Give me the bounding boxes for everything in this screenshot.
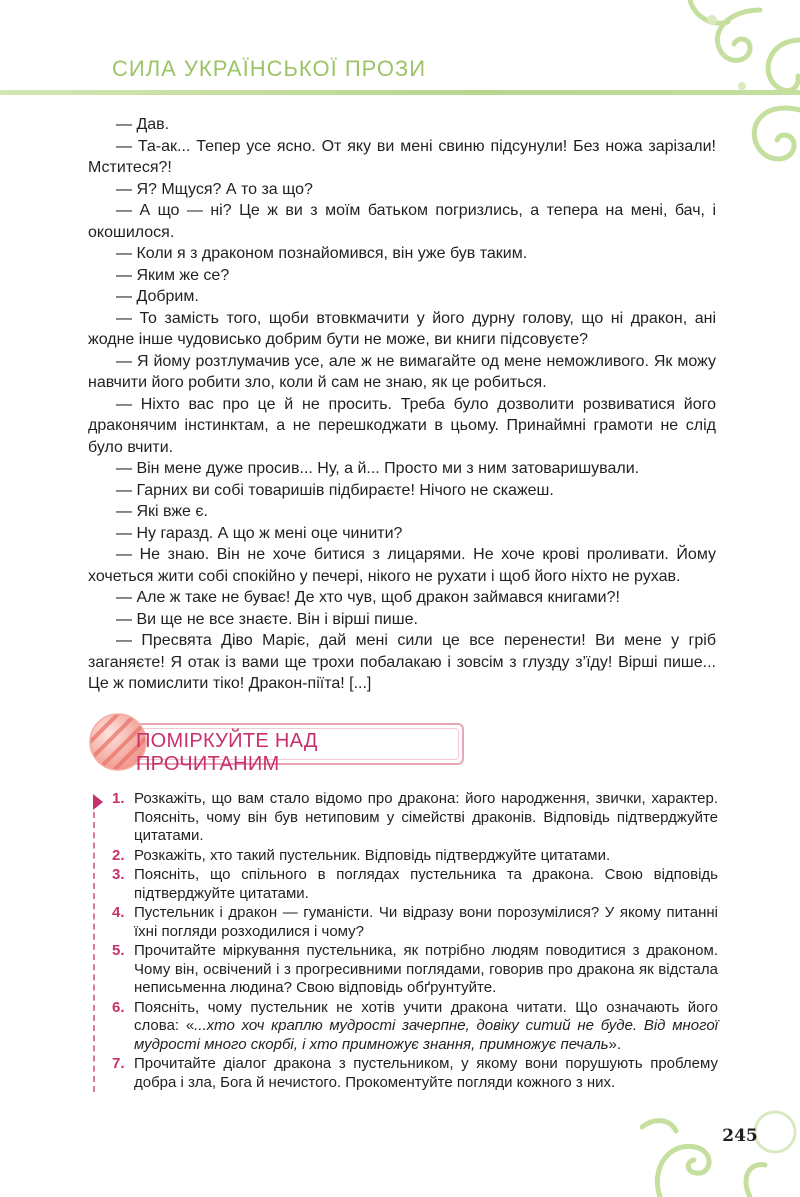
- dialogue-line: — Гарних ви собі товаришів підбираєте! Нічого не скажеш.: [116, 481, 554, 499]
- list-item: [112, 942, 718, 998]
- dialogue-line: — Ну гаразд. А що ж мені оце чинити?: [116, 524, 403, 542]
- question-number: 3.: [112, 866, 125, 883]
- question-text-part: Поясніть, чому пустельник не хотів учити дракона читати. Що означають його слова: «: [134, 998, 718, 1034]
- running-header: СИЛА УКРАЇНСЬКОЇ ПРОЗИ: [112, 56, 427, 81]
- dashed-margin-line: [93, 812, 95, 1092]
- list-item: [112, 866, 718, 903]
- dialogue-line: — Я йому розтлумачив усе, але ж не вимагайте од мене неможливого. Як можу навчити його робити зло, коли й сам не знаю, як це робиться.: [88, 352, 716, 391]
- list-item: [112, 999, 718, 1055]
- question-text: Розкажіть, хто такий пустельник. Відповідь підтверджуйте цитатами.: [134, 846, 611, 864]
- dialogue-line: — Я? Мщуся? А то за що?: [116, 180, 313, 198]
- dialogue-line: — Не знаю. Він не хоче битися з лицарями. Не хоче крові проливати. Йому хочеться жити собі спокійно у печері, нікого не рухати і щоб його ніхто не рухав.: [88, 546, 716, 585]
- question-number: 1.: [112, 790, 125, 807]
- quotation-italic: ...хто хоч краплю мудрості зачерпне, довіку ситий не буде. Від многої мудрості много скорбі, і хто примножує знання, примножує печаль: [134, 1017, 718, 1053]
- question-number: 7.: [112, 1055, 125, 1072]
- question-text: Прочитайте діалог дракона з пустельником, у якому вони порушують проблему добра і зла, Бога й нечистого. Прокоментуйте погляди кожного з них.: [134, 1055, 718, 1091]
- dialogue-line: — Ніхто вас про це й не просить. Треба було дозволити розвиватися його драконячим інстинктам, а не перешкоджати в цьому. Принаймні грамоти не слід було вчити.: [88, 395, 716, 456]
- question-number: 6.: [112, 998, 125, 1016]
- dialogue-line: — Він мене дуже просив... Ну, а й... Просто ми з ним затоваришували.: [116, 460, 640, 477]
- list-item: [112, 847, 718, 866]
- dialogue-line: — Яким же се?: [116, 266, 230, 284]
- page-number: 245: [722, 1126, 758, 1146]
- dialogue-line: — То замість того, щоби втовкмачити у його дурну голову, що ні дракон, ані жодне інше чудовисько добрим бути не може, ви книги підсовуєте?: [88, 309, 716, 348]
- question-number: 2.: [112, 846, 125, 864]
- dialogue-line: — Добрим.: [116, 288, 199, 305]
- dialogue-text: [88, 114, 716, 695]
- dialogue-line: — Дав.: [116, 116, 170, 133]
- dialogue-line: — Та-ак... Тепер усе ясно. От яку ви мені свиню підсунули! Без ножа зарізали! Мститеся?!: [88, 137, 716, 176]
- question-text: Поясніть, що спільного в поглядах пустельника та дракона. Свою відповідь підтверджуйте цитатами.: [134, 866, 718, 902]
- dialogue-line: — Які вже є.: [116, 503, 208, 520]
- list-item: [112, 790, 718, 846]
- question-number: 5.: [112, 942, 125, 959]
- dialogue-line: — Пресвята Діво Маріє, дай мені сили це все перенести! Ви мене у гріб заганяєте! Я отак із вами ще трохи побалакаю і зовсім з глузду з’їду! Вірші пише... Це ж помислити тіко! Дракон-піїта! [...]: [88, 632, 716, 692]
- question-list: [112, 790, 718, 1093]
- list-item: [112, 1055, 718, 1092]
- dialogue-line: — Ви ще не все знаєте. Він і вірші пише.: [116, 610, 418, 628]
- arrow-marker-icon: [93, 794, 103, 810]
- dialogue-line: — А що — ні? Це ж ви з моїм батьком погризлись, а тепера на мені, бач, і окошилося.: [88, 202, 716, 241]
- list-item: [112, 904, 718, 941]
- question-text: Прочитайте міркування пустельника, як потрібно людям поводитися з драконом. Чому він, освічений і з прогресивними поглядами, говорив про дракона як відсталa неписьменна людина? Свою відповідь обґрунтуйте.: [134, 942, 718, 996]
- dialogue-line: — Коли я з драконом познайомився, він уже був таким.: [116, 245, 528, 262]
- section-banner: [86, 706, 466, 780]
- question-text: Розкажіть, що вам стало відомо про дракона: його народження, звички, характер. Поясніть, чому він був нетиповим у сімействі драконів. Відповідь підтверджуйте цитатами.: [134, 790, 718, 844]
- question-number: 4.: [112, 904, 125, 921]
- question-text: [134, 999, 718, 1053]
- question-text-part: ».: [608, 1035, 622, 1053]
- question-text: Пустельник і дракон — гуманісти. Чи відразу вони порозумілися? У якому питанні їхні погляди розходилися і чому?: [134, 904, 718, 940]
- dialogue-line: — Але ж таке не буває! Де хто чув, щоб дракон займався книгами?!: [116, 589, 620, 606]
- section-title: ПОМІРКУЙТЕ НАД ПРОЧИТАНИМ: [136, 730, 318, 775]
